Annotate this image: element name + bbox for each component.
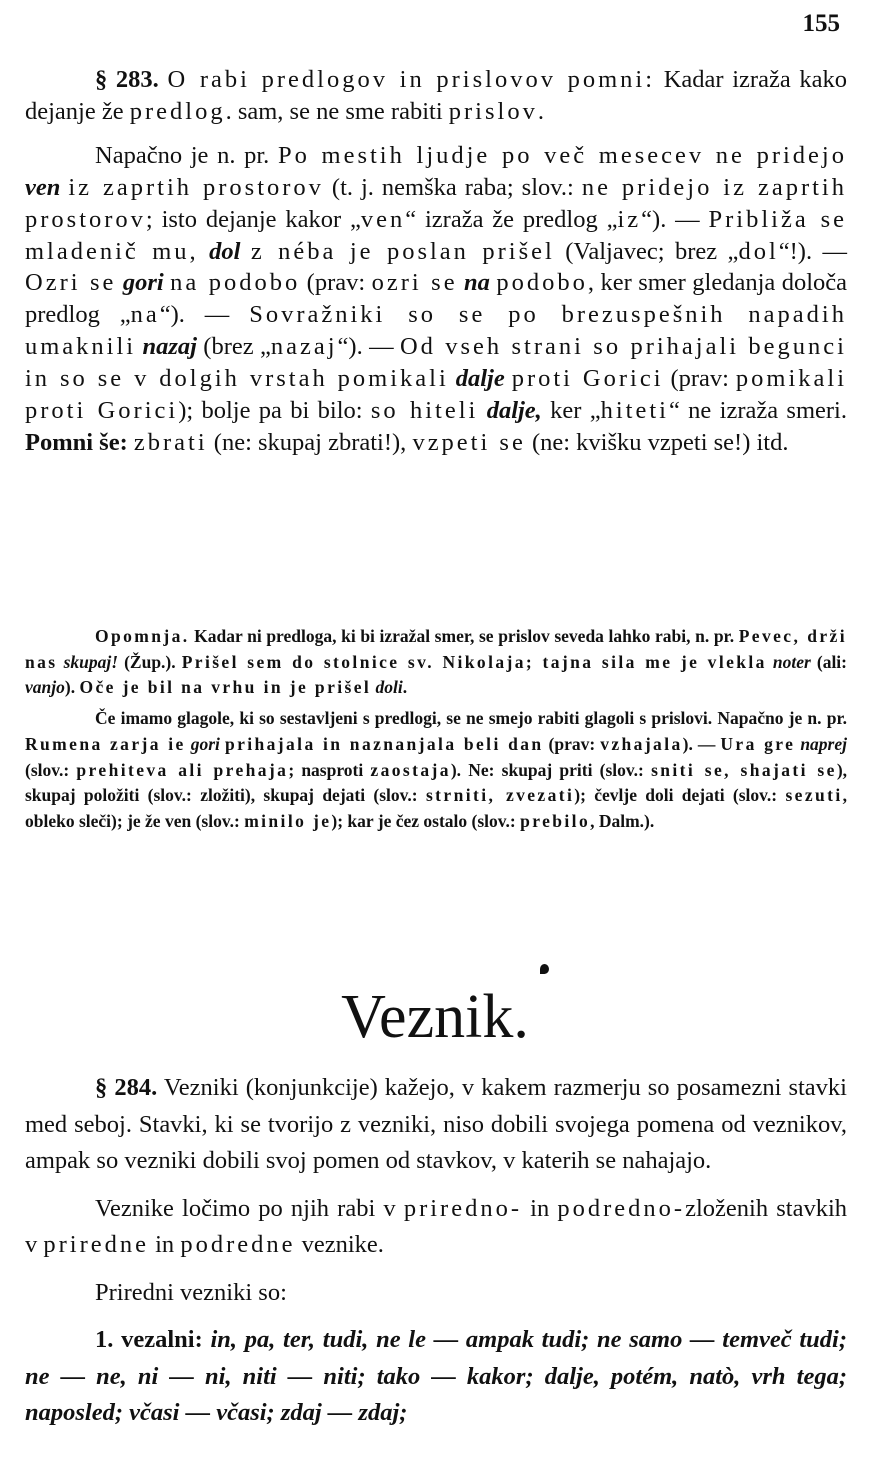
italic-text: noter	[772, 651, 811, 672]
paragraph	[25, 140, 847, 459]
spaced-text: zaostaja	[370, 759, 451, 780]
text: Napačno je n. pr.	[95, 141, 278, 169]
spaced-text: podobo	[496, 269, 588, 297]
spaced-text: na podobo	[170, 269, 301, 297]
text: ). —	[682, 733, 721, 754]
ink-blot	[540, 964, 549, 974]
text: ; nasproti	[288, 759, 371, 780]
spaced-text: hiteti	[600, 397, 669, 425]
italic-text: in, pa, ter, tudi, ne le — ampak tudi; ne samo — temveč tudi; ne — ne, ni — ni, niti — niti; tako — kakor; dalje, potém, natò, vrh tega; naposled; včasi — včasi; zdaj — zdaj;	[25, 1326, 847, 1426]
spaced-text: prehiteva ali prehaja	[76, 759, 289, 780]
spaced-text: Od vseh strani so prihajali begunci in so se v dolgih vrstah pomikali	[25, 333, 847, 393]
spaced-text: so hiteli	[370, 397, 479, 425]
spaced-text: priredne	[43, 1231, 149, 1258]
text: , obleko sleči); je že ven (slov.:	[25, 785, 847, 831]
section-number: § 283.	[95, 66, 159, 93]
spaced-text: dol	[738, 237, 779, 265]
spaced-text: prebilo	[520, 810, 591, 831]
spaced-text: Ozri se	[25, 269, 117, 297]
paragraph	[25, 64, 847, 128]
note-paragraph	[25, 706, 847, 835]
spaced-text: Po mestih ljudje po več mesecev ne pridejo	[277, 141, 847, 169]
text: Priredni vezniki so:	[95, 1278, 287, 1306]
italic-text: dol	[209, 237, 241, 265]
italic-text: dalje,	[486, 397, 542, 425]
spaced-text: Prišel sem do stolnice sv. Nikolaja; tajna sila me je vlekla	[181, 651, 767, 672]
text: (ne: skupaj zbrati!),	[207, 428, 413, 456]
text: . sam, se ne sme rabiti	[225, 97, 449, 125]
text: “). —	[337, 333, 400, 361]
section-283	[25, 64, 847, 459]
text: Vezniki (konjunkcije) kažejo, v kakem razmerju so posamezni stavki med seboj. Stavki, ki se tvorijo z vezniki, niso dobili svojega pomena od veznikov, ampak so vezniki dobili svoj pomen od stavkov, v katerih se nahajajo.	[25, 1074, 847, 1174]
paragraph	[25, 1275, 847, 1312]
section-number: § 284.	[95, 1074, 158, 1101]
text: .	[402, 677, 408, 698]
italic-text: dalje	[455, 365, 505, 393]
text: “ izraža že predlog „	[405, 205, 618, 233]
section-284	[25, 1070, 847, 1432]
italic-text: naprej	[800, 733, 848, 754]
text: ; isto dejanje kakor „	[145, 205, 361, 233]
text: ).	[64, 677, 80, 698]
list-label: 1. vezalni:	[95, 1326, 203, 1353]
text: (ali:	[810, 651, 847, 672]
italic-text: gori	[190, 733, 220, 754]
italic-text: skupaj!	[63, 651, 119, 672]
spaced-text: sezuti	[785, 785, 843, 806]
italic-text: doli	[375, 677, 403, 698]
text: (slov.:	[25, 759, 77, 780]
italic-text: na	[464, 269, 490, 297]
spaced-text: ne pridejo iz zaprtih prostorov	[25, 173, 847, 233]
spaced-text: iz	[617, 205, 642, 233]
spaced-text: podredne	[180, 1231, 296, 1258]
italic-text: vanjo	[25, 677, 65, 698]
text: (t. j. nemška raba; slov.:	[323, 173, 582, 201]
spaced-text: minilo je	[244, 810, 332, 831]
chapter-heading: Veznik.	[341, 983, 529, 1051]
text: (Valjavec; brez „	[554, 237, 739, 265]
spaced-text: O rabi predlogov in prislovov pomni:	[167, 66, 656, 93]
text: Kadar izraža kako dejanje že	[25, 66, 848, 125]
text: (prav:	[300, 269, 372, 297]
spaced-text: prislov	[448, 97, 538, 125]
text: ). Ne: skupaj priti (slov.:	[450, 759, 652, 780]
spaced-text: ozri se	[371, 269, 458, 297]
text: (ne: kvišku vzpeti se!) itd.	[525, 428, 789, 456]
text: veznike.	[295, 1231, 384, 1258]
text: .	[537, 97, 544, 125]
text: , Dalm.).	[590, 810, 655, 831]
spaced-text: proti Gorici	[511, 365, 664, 393]
spaced-text: sniti se, shajati se	[651, 759, 837, 780]
spaced-text: pomikali proti Gorici	[25, 365, 848, 425]
spaced-text: Oče je bil na vrhu in je prišel	[79, 677, 372, 698]
italic-text: gori	[122, 269, 164, 297]
spaced-text: nazaj	[270, 333, 338, 361]
spaced-text: predlog	[129, 97, 226, 125]
text: (prav:	[663, 365, 736, 393]
spaced-text: priredno-	[403, 1194, 523, 1222]
spaced-text: na	[130, 301, 160, 329]
spaced-text: strniti, zvezati	[425, 785, 575, 806]
spaced-text: Približa se mladenič mu,	[25, 205, 847, 265]
italic-text: ven	[25, 173, 61, 201]
note-lead: Opomnja.	[95, 626, 190, 646]
text: “). —	[641, 205, 709, 233]
text: in	[149, 1231, 181, 1258]
spaced-text: Pevec, drži nas	[25, 626, 847, 672]
text: zloženih stavkih v	[25, 1194, 848, 1258]
text: “!). —	[778, 237, 847, 265]
spaced-text: zbrati	[133, 428, 208, 456]
text: ); čevlje doli dejati (slov.:	[574, 785, 786, 806]
spaced-text: vzhajala	[600, 733, 683, 754]
italic-text: nazaj	[142, 333, 197, 361]
text: “). —	[159, 301, 250, 329]
page-number: 155	[802, 10, 840, 37]
footnote-block	[25, 624, 847, 835]
text: Če imamo glagole, ki so sestavljeni s predlogi, se ne smejo rabiti glagoli s prislovi. Napačno je n. pr.	[95, 708, 847, 729]
text: Veznike ločimo po njih rabi v	[95, 1194, 404, 1222]
bold-text: Pomni še:	[25, 428, 128, 456]
text: ); kar je čez ostalo (slov.:	[331, 810, 521, 831]
text: ), skupaj položiti (slov.: zložiti), skupaj dejati (slov.:	[25, 759, 848, 806]
text: Kadar ni predloga, ki bi izražal smer, se prislov seveda lahko rabi, n. pr.	[189, 626, 739, 646]
text: , ker smer gledanja določa predlog „	[25, 269, 848, 329]
spaced-text: Ura gre	[720, 733, 796, 754]
text: ker „	[541, 397, 601, 425]
text: (brez „	[196, 333, 271, 361]
note-paragraph	[25, 624, 847, 701]
text	[159, 66, 168, 93]
text: “ ne izraža smeri.	[668, 397, 847, 425]
text: ); bolje pa bi bilo:	[178, 397, 371, 425]
text: in	[522, 1194, 558, 1222]
spaced-text: vzpeti se	[412, 428, 526, 456]
text: (Žup.).	[118, 651, 182, 672]
spaced-text: iz zaprtih prostorov	[68, 173, 324, 201]
spaced-text: Rumena zarja ie	[25, 733, 186, 754]
spaced-text: prihajala in naznanjala beli dan	[224, 733, 544, 754]
spaced-text: podredno-	[557, 1194, 686, 1222]
text: (prav:	[543, 733, 601, 754]
spaced-text: Sovražniki so se po brezuspešnih napadih umaknili	[25, 301, 847, 361]
spaced-text: ven	[360, 205, 406, 233]
paragraph	[25, 1070, 847, 1180]
spaced-text: z néba je poslan prišel	[250, 237, 555, 265]
paragraph	[25, 1322, 847, 1432]
paragraph	[25, 1191, 847, 1264]
